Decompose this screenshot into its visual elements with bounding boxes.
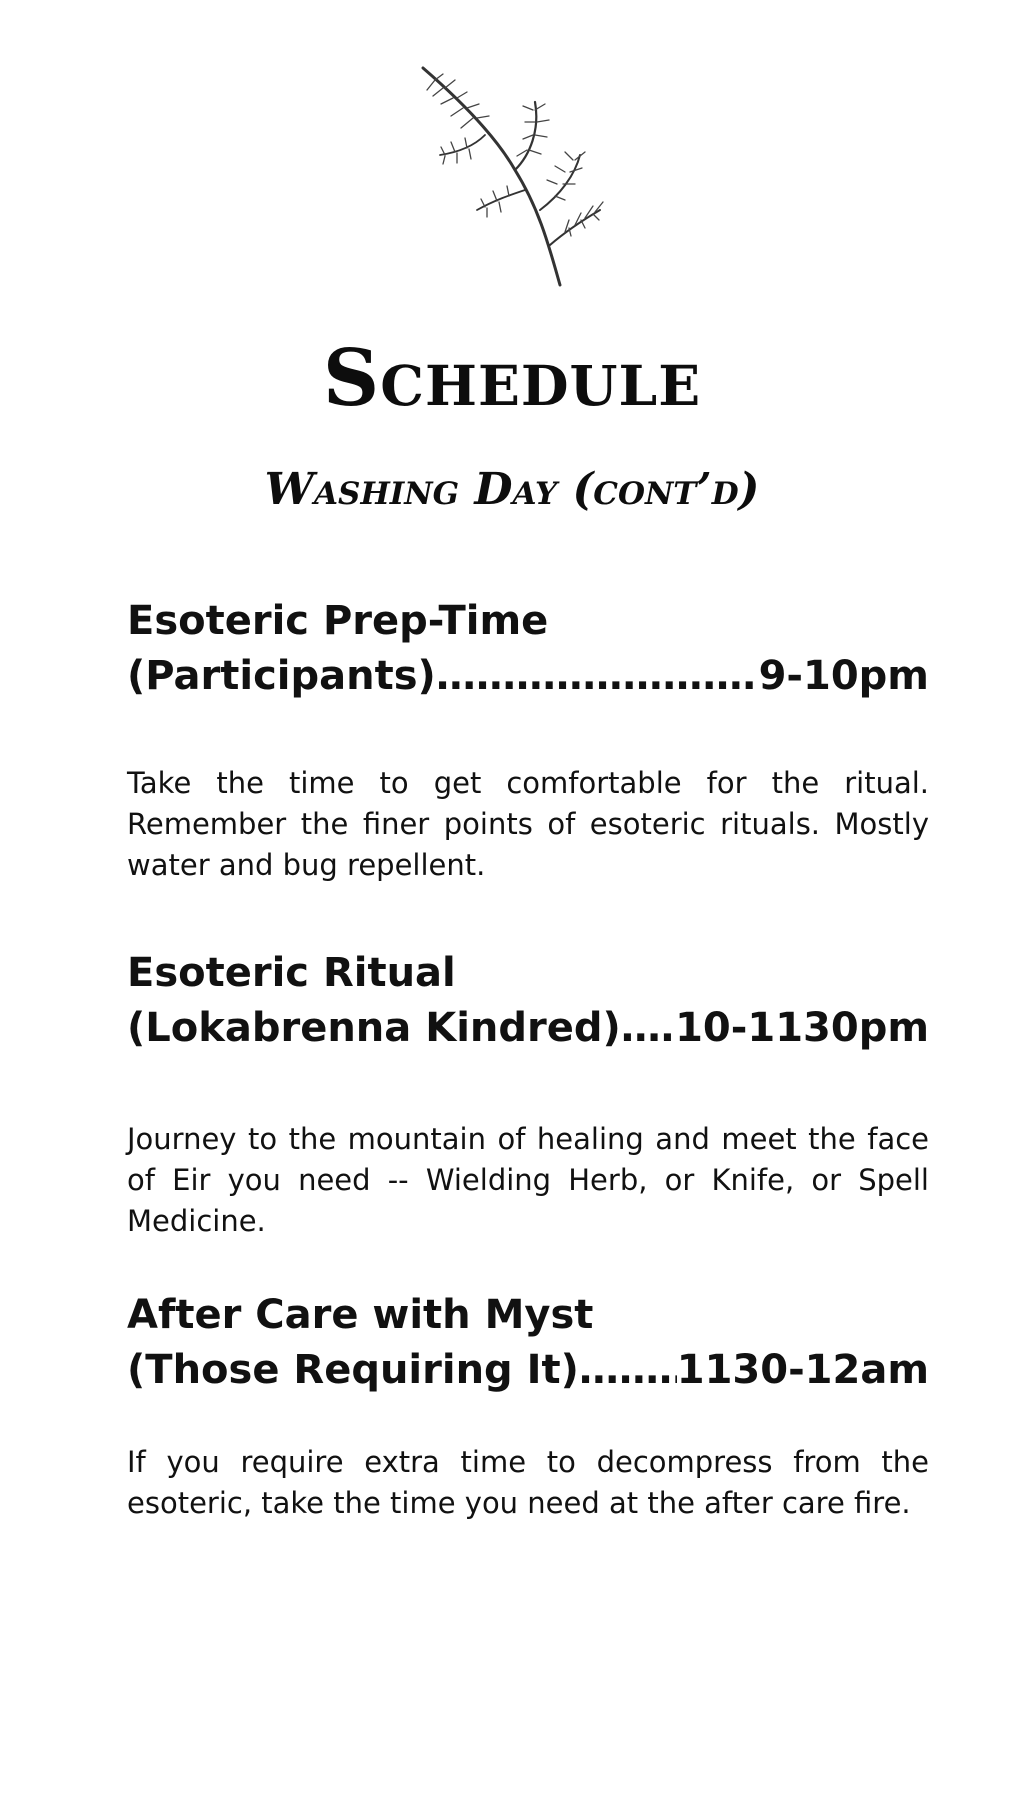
- event-description: If you require extra time to decompress from the esoteric, take the time you need at the after care fire.: [127, 1445, 929, 1520]
- page-subtitle: Washing Day (cont’d): [264, 464, 760, 515]
- event-time: 1130-12am: [676, 1347, 929, 1393]
- event-group: (Lokabrenna Kindred): [127, 1005, 621, 1051]
- fern-sprig-illustration: [415, 60, 625, 290]
- dot-leader: [436, 649, 759, 704]
- event-description: Journey to the mountain of healing and meet the face of Eir you need -- Wielding Herb, or Knife, or Spell Medicine.: [127, 1122, 929, 1238]
- event-group-time-line: [127, 649, 929, 704]
- event-time: 9-10pm: [758, 653, 929, 699]
- event-group-time-line: [127, 1343, 929, 1398]
- event-group: (Participants): [127, 653, 436, 699]
- page-title: Schedule: [322, 333, 702, 424]
- event-name: After Care with Myst: [127, 1292, 594, 1338]
- event-time: 10-1130pm: [675, 1005, 929, 1051]
- dot-leader: [579, 1343, 677, 1398]
- event-heading: [127, 1288, 929, 1398]
- schedule-list: [127, 594, 929, 1524]
- event-group: (Those Requiring It): [127, 1347, 579, 1393]
- event-name: Esoteric Prep-Time: [127, 598, 549, 644]
- dot-leader: [621, 1001, 675, 1056]
- event-description: Take the time to get comfortable for the ritual. Remember the finer points of esoteric rituals. Mostly water and bug repellent.: [127, 766, 929, 882]
- event-heading: [127, 946, 929, 1056]
- event-group-time-line: [127, 1001, 929, 1056]
- event-name: Esoteric Ritual: [127, 950, 456, 996]
- event-heading: [127, 594, 929, 704]
